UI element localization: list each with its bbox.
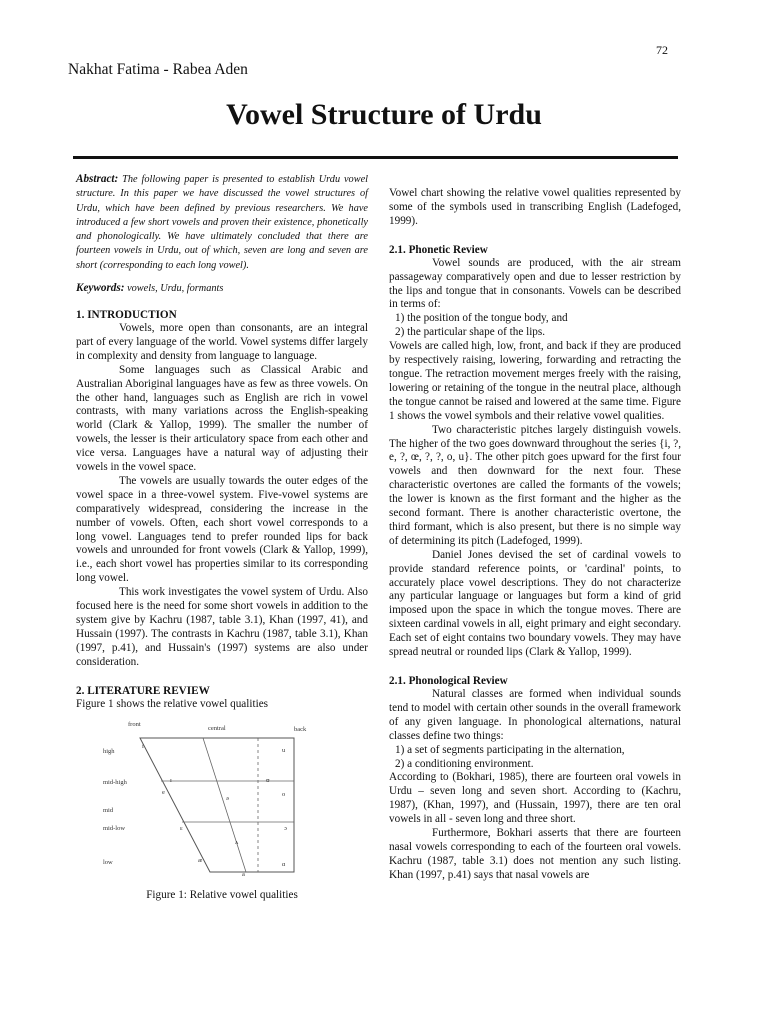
label-front: front xyxy=(128,720,141,728)
title-rule xyxy=(73,156,678,159)
vowel-symbol: ɪ xyxy=(170,776,172,784)
phonetic-paragraph-3: Two characteristic pitches largely distinguish vowels. The higher of the two goes downward throughout the series {i, ?, e, ?, œ, ?, ?, o, u}. The other pitch goes upward for the first four vowels and then downward for the next four. These characteristic overtones are called the formants of the vowels; the lower is known as the first formant and the higher as the second formant. There is another characteristic overtone, the third formant, which is also present, but there is no simple way of determining its pitch (Ladefoged, 1999). xyxy=(389,423,681,547)
vowel-chart-figure xyxy=(98,718,312,884)
left-column xyxy=(76,172,368,902)
keywords xyxy=(76,282,368,296)
abstract-label: Abstract: xyxy=(76,173,119,185)
right-column xyxy=(389,187,681,883)
phonological-paragraph-1: Natural classes are formed when individual sounds tend to model with certain other sounds in the overall framework of any given language. In phonological alternations, natural classes define two things: xyxy=(389,688,681,742)
abstract xyxy=(76,172,368,273)
phonetic-paragraph-4: Daniel Jones devised the set of cardinal vowels to provide standard reference points, or 'cardinal' points, to accurately place vowel descriptions. They do not characterize any particular language or languages but form a kind of grid imposed upon the space in which the tongue moves. There are sixteen cardinal vowels in all, eight primary and eight secondary. Each set of eight contains two boundary vowels. They may have spread neutral or rounded lips (Clark & Yallop, 1999). xyxy=(389,548,681,659)
chart-central-left xyxy=(203,738,246,872)
vowel-symbol: u xyxy=(282,746,286,754)
keywords-label: Keywords: xyxy=(76,282,125,295)
vowel-symbol: i xyxy=(142,742,144,750)
vowel-symbol: ʌ xyxy=(235,838,239,846)
abstract-text: The following paper is presented to establish Urdu vowel structure. In this paper we have discussed the vowel structures of Urdu, which have been defined by previous researchers. We have introduced a few short vowels and proven their existence, phonetically and phonologically. We have ultimately concluded that there are fourteen vowels in Urdu, out of which, seven are long and seven are short (corresponding to each long vowel). xyxy=(76,174,368,271)
lit-heading: 2. LITERATURE REVIEW xyxy=(76,684,210,697)
figure-caption: Figure 1: Relative vowel qualities xyxy=(146,888,298,901)
phonetic-list-item: 2) the particular shape of the lips. xyxy=(395,326,546,339)
phonological-paragraph-2: According to (Bokhari, 1985), there are fourteen oral vowels in Urdu – seven long and seven short. According to (Kachru, 1987), (Khan, 1997), and (Hussain, 1997), there are ten oral vowels in all - seven long and three short. xyxy=(389,771,681,826)
phonological-list-item: 2) a conditioning environment. xyxy=(395,757,534,770)
intro-paragraph-3: The vowels are usually towards the outer edges of the vowel space in a three-vowel system. Five-vowel systems are comparatively widespread, considering the increase in the number of vowels. Often, each short vowel corresponds to a long vowel. Languages tend to prefer rounded lips for back vowels and unrounded for front vowels (Clark & Yallop, 1999), i.e., each short vowel has properties similar to its corresponding long vowel. xyxy=(76,474,368,585)
vowel-symbol: ɑ xyxy=(282,860,286,868)
vowel-symbol: ɛ xyxy=(180,824,183,832)
phonological-list-item: 1) a set of segments participating in the alternation, xyxy=(395,743,625,756)
label-low: low xyxy=(103,858,113,866)
label-high: high xyxy=(103,747,115,755)
intro-paragraph-2: Some languages such as Classical Arabic and Australian Aboriginal languages have as few as three vowels. On the other hand, languages such as English are rich in vowel contrasts, with many variations across the English-speaking world (Clark & Yallop, 1999). The smaller the number of vowels, the lesser is their articulatory space from each other and vice versa. Languages have a natural way of adjusting their vowels in the vowel space. xyxy=(76,363,368,474)
phonological-paragraph-3: Furthermore, Bokhari asserts that there are fourteen nasal vowels corresponding to each of the fourteen oral vowels. Kachru (1987, table 3.1) does not mention any such listing. Khan (1997, p.41) says that nasal vowels are xyxy=(389,827,681,881)
vowel-trapezoid-chart xyxy=(98,718,312,884)
vowel-symbol: ʊ xyxy=(266,776,270,784)
label-mid-low: mid-low xyxy=(103,824,126,832)
chart-outline xyxy=(140,738,294,872)
phonetic-paragraph-1: Vowel sounds are produced, with the air stream passageway comparatively open and due to lesser restriction by the lips and tongue that in consonants. Vowels can be described in terms of: xyxy=(389,256,681,311)
label-mid-high: mid-high xyxy=(103,778,127,786)
phonetic-paragraph-2: Vowels are called high, low, front, and back if they are produced by respectively raising, lowering, forwarding and retracting the tongue. The retraction movement merges freely with the raising, lowering or retaining of the tongue in the neutral place, although the tongue cannot be raised and lowered at the same time. Figure 1 shows the vowel symbols and their relative vowel qualities. xyxy=(389,340,681,422)
keywords-text: vowels, Urdu, formants xyxy=(127,283,224,295)
vowel-symbol: o xyxy=(282,790,286,798)
vowel-symbol: a xyxy=(242,870,245,878)
intro-paragraph-1: Vowels, more open than consonants, are an integral part of every language of the world. Vowel systems differ largely in complexity and density from language to language. xyxy=(76,321,368,362)
lit-paragraph-1: Figure 1 shows the relative vowel qualities xyxy=(76,697,269,710)
paper-title: Vowel Structure of Urdu xyxy=(226,98,542,131)
intro-heading: 1. INTRODUCTION xyxy=(76,308,177,321)
phonetic-review-heading: 2.1. Phonetic Review xyxy=(389,243,488,256)
phonetic-list-item: 1) the position of the tongue body, and xyxy=(395,312,568,325)
vowel-symbol: ɔ xyxy=(284,824,287,832)
intro-paragraph-4: This work investigates the vowel system of Urdu. Also focused here is the need for some short vowels in addition to the system give by Kachru (1987, table 3.1), Khan (1997, 41), and Hussain (1997). The contrasts in Kachru (1987, table 3.1), Khan (1997, p.41), and Hussain's (1997) systems are also under consideration. xyxy=(76,586,368,668)
vowel-symbol: æ xyxy=(198,856,203,864)
phonological-review-heading: 2.1. Phonological Review xyxy=(389,675,508,687)
label-back: back xyxy=(294,725,307,733)
vowel-symbol: ə xyxy=(226,794,229,802)
authors: Nakhat Fatima - Rabea Aden xyxy=(68,61,248,78)
vowel-symbol: e xyxy=(162,788,165,796)
label-mid: mid xyxy=(103,806,114,814)
page-number: 72 xyxy=(656,43,668,57)
label-central: central xyxy=(208,724,226,732)
chart-description: Vowel chart showing the relative vowel qualities represented by some of the symbols used in transcribing English (Ladefoged, 1999). xyxy=(389,187,681,227)
